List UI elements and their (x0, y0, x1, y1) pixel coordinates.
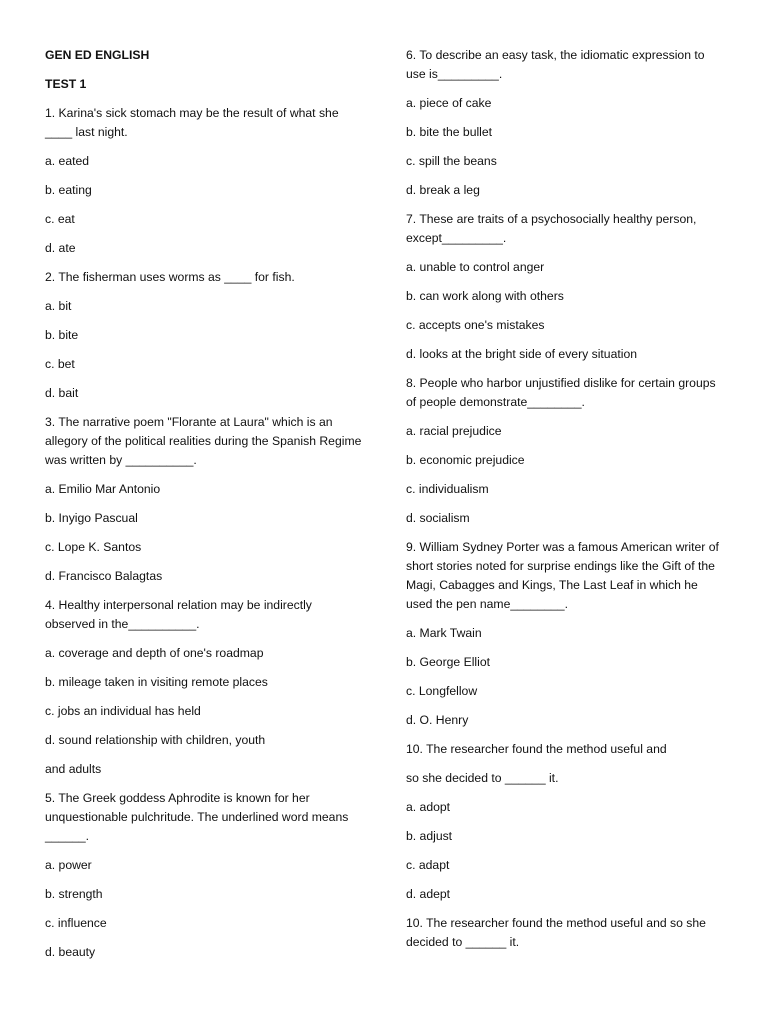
question-10-stem-continued: so she decided to ______ it. (406, 771, 559, 785)
question-6-stem: 6. To describe an easy task, the idiomatic expression to use is_________. (406, 48, 705, 81)
question-9-choice-b: b. George Elliot (406, 655, 491, 669)
question-7-choice-b: b. can work along with others (406, 289, 564, 303)
question-2-choice-c: c. bet (45, 357, 75, 371)
question-3-choice-a: a. Emilio Mar Antonio (45, 482, 161, 496)
question-5-choice-d: d. beauty (45, 945, 96, 959)
question-1-choice-b: b. eating (45, 183, 92, 197)
question-9-choice-d: d. O. Henry (406, 713, 469, 727)
question-6-choice-b: b. bite the bullet (406, 125, 493, 139)
question-4-choice-b: b. mileage taken in visiting remote places (45, 675, 268, 689)
question-4-stem: 4. Healthy interpersonal relation may be indirectly observed in the__________. (45, 598, 312, 631)
question-6-choice-a: a. piece of cake (406, 96, 492, 110)
question-2-choice-a: a. bit (45, 299, 72, 313)
question-3-choice-d: d. Francisco Balagtas (45, 569, 163, 583)
question-1-choice-c: c. eat (45, 212, 75, 226)
question-5-choice-b: b. strength (45, 887, 103, 901)
left-column (45, 46, 365, 972)
question-10-choice-b: b. adjust (406, 829, 453, 843)
question-9-choice-c: c. Longfellow (406, 684, 478, 698)
question-6-choice-d: d. break a leg (406, 183, 480, 197)
question-6-choice-c: c. spill the beans (406, 154, 497, 168)
test-label: TEST 1 (45, 77, 87, 91)
question-5-choice-a: a. power (45, 858, 92, 872)
question-5-choice-c: c. influence (45, 916, 107, 930)
question-8-choice-b: b. economic prejudice (406, 453, 525, 467)
question-8-choice-a: a. racial prejudice (406, 424, 502, 438)
question-7-stem: 7. These are traits of a psychosocially healthy person, except_________. (406, 212, 697, 245)
question-7-choice-d: d. looks at the bright side of every situation (406, 347, 638, 361)
question-8-choice-c: c. individualism (406, 482, 489, 496)
question-3-stem: 3. The narrative poem "Florante at Laura" which is an allegory of the political realities during the Spanish Regime was written by __________. (45, 415, 362, 467)
question-2-stem: 2. The fisherman uses worms as ____ for fish. (45, 270, 295, 284)
question-5-stem: 5. The Greek goddess Aphrodite is known for her unquestionable pulchritude. The underlined word means ______. (45, 791, 349, 843)
question-2-choice-d: d. bait (45, 386, 79, 400)
question-9-choice-a: a. Mark Twain (406, 626, 482, 640)
question-4-choice-d-continued: and adults (45, 762, 102, 776)
question-9-stem: 9. William Sydney Porter was a famous American writer of short stories noted for surprise endings like the Gift of the Magi, Cabagges and Kings, The Last Leaf in which he used the pen name________. (406, 540, 719, 611)
question-3-choice-b: b. Inyigo Pascual (45, 511, 138, 525)
question-3-choice-c: c. Lope K. Santos (45, 540, 142, 554)
question-10-choice-a: a. adopt (406, 800, 451, 814)
right-column (406, 46, 724, 962)
question-8-stem: 8. People who harbor unjustified dislike for certain groups of people demonstrate________. (406, 376, 716, 409)
question-10-stem: 10. The researcher found the method useful and (406, 742, 667, 756)
question-4-choice-c: c. jobs an individual has held (45, 704, 201, 718)
question-10-choice-d: d. adept (406, 887, 451, 901)
question-10-repeat-stem: 10. The researcher found the method useful and so she decided to ______ it. (406, 916, 706, 949)
question-1-choice-a: a. eated (45, 154, 90, 168)
question-1-choice-d: d. ate (45, 241, 76, 255)
question-7-choice-a: a. unable to control anger (406, 260, 545, 274)
question-7-choice-c: c. accepts one's mistakes (406, 318, 545, 332)
document-title: GEN ED ENGLISH (45, 48, 150, 62)
question-1-stem: 1. Karina's sick stomach may be the result of what she ____ last night. (45, 106, 339, 139)
question-8-choice-d: d. socialism (406, 511, 470, 525)
question-10-choice-c: c. adapt (406, 858, 450, 872)
question-2-choice-b: b. bite (45, 328, 79, 342)
question-4-choice-d: d. sound relationship with children, youth (45, 733, 266, 747)
question-4-choice-a: a. coverage and depth of one's roadmap (45, 646, 264, 660)
